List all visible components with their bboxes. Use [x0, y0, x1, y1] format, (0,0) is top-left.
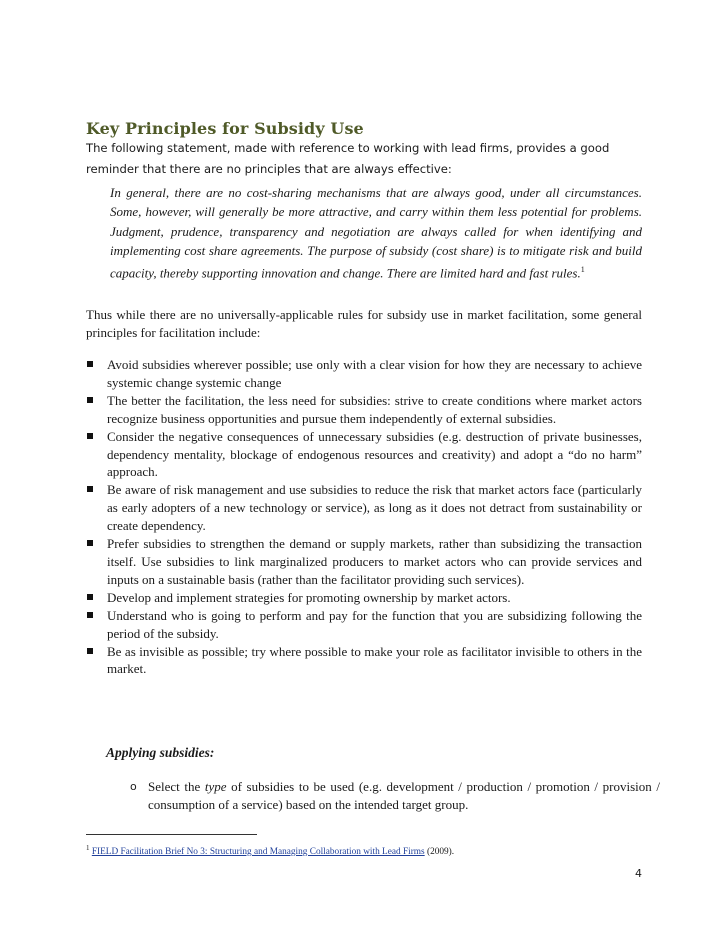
list-item [86, 535, 642, 589]
square-bullet-icon [87, 540, 93, 546]
list-item-text: Avoid subsidies wherever possible; use only with a clear vision for how they are necessary to achieve systemic change systemic change [107, 357, 642, 390]
list-item [86, 643, 642, 679]
sub-list-item [130, 778, 660, 814]
list-item-text: Understand who is going to perform and pay for the function that you are subsidizing following the period of the subsidy. [107, 607, 642, 641]
page-number: 4 [635, 867, 642, 880]
list-item [86, 356, 642, 392]
footnote-divider [86, 834, 257, 835]
square-bullet-icon [87, 612, 93, 618]
square-bullet-icon [87, 397, 93, 403]
list-item-text: Develop and implement strategies for promoting ownership by market actors. [107, 589, 511, 605]
sub-item-emphasis: type [204, 779, 227, 794]
quote-text: In general, there are no cost-sharing mechanisms that are always good, under all circumstances. Some, however, will generally be more attractive, and carry within them less potential for problems. Judgment, prudence, transparency and negotiation are always called for when identifying and implementing cost share agreements. The purpose of subsidy (cost share) is to mitigate risk and build capacity, thereby supporting innovation and change. There are limited hard and fast rules. [110, 185, 642, 281]
footnote-link[interactable]: FIELD Facilitation Brief No 3: Structuring and Managing Collaboration with Lead Firms [91, 847, 425, 858]
footnote [86, 842, 646, 858]
circle-bullet-icon: o [130, 780, 137, 793]
principles-intro: Thus while there are no universally-applicable rules for subsidy use in market facilitation, some general principles for facilitation include: [86, 307, 642, 340]
footnote-suffix: (2009). [424, 847, 455, 858]
block-quote [110, 183, 642, 283]
list-item-text: Be as invisible as possible; try where possible to make your role as facilitator invisible to others in the market. [107, 643, 642, 677]
footnote-number: 1 [86, 844, 90, 852]
list-item [86, 392, 642, 428]
list-item [86, 428, 642, 482]
list-item-text: Prefer subsidies to strengthen the demand or supply markets, rather than subsidizing the transaction itself. Use subsidies to link marginalized producers to market actors who can provide services and inputs on a sustainable basis (rather than the facilitator providing such services). [107, 536, 642, 587]
list-item-text: The better the facilitation, the less need for subsidies: strive to create conditions where market actors recognize business opportunities and pursue them independently of external subsidies. [107, 392, 642, 426]
sub-item-text-before: Select the [148, 779, 205, 794]
list-item [86, 607, 642, 643]
intro-text: The following statement, made with reference to working with lead firms, provides a good reminder that there are no principles that are always effective: [86, 141, 610, 176]
list-item [86, 481, 642, 535]
square-bullet-icon [87, 433, 93, 439]
square-bullet-icon [87, 648, 93, 654]
square-bullet-icon [87, 486, 93, 492]
square-bullet-icon [87, 594, 93, 600]
section-heading: Key Principles for Subsidy Use [86, 119, 364, 138]
footnote-reference[interactable]: 1 [580, 265, 585, 275]
list-item-text: Be aware of risk management and use subsidies to reduce the risk that market actors face (particularly as early adopters of a new technology or service), as long as it does not detract from sustainability or create dependency. [107, 482, 642, 534]
principles-list [86, 356, 642, 678]
square-bullet-icon [87, 361, 93, 367]
sub-item-text-after: of subsidies to be used (e.g. development / production / promotion / provision / consumption of a service) based on the intended target group. [148, 779, 660, 812]
list-item-text: Consider the negative consequences of unnecessary subsidies (e.g. destruction of private businesses, dependency mentality, blockage of endogenous resources and creativity) and adopt a “do no harm” approach. [107, 428, 642, 480]
list-item [86, 589, 642, 607]
applying-subsidies-heading: Applying subsidies: [106, 745, 215, 760]
